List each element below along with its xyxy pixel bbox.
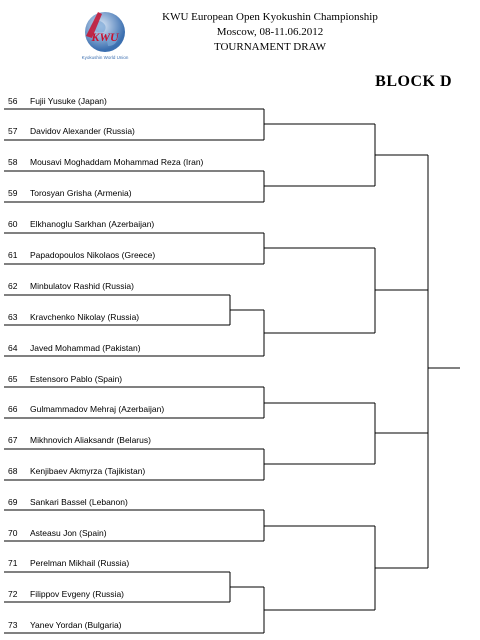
competitor-number: 65 — [8, 374, 18, 384]
match-67-68 — [264, 449, 375, 480]
r2-bottom-1 — [375, 403, 428, 464]
competitor-name: Filippov Evgeny (Russia) — [30, 589, 125, 599]
competitor-name: Yanev Yordan (Bulgaria) — [30, 620, 122, 630]
competitor-name: Davidov Alexander (Russia) — [30, 126, 135, 136]
competitor-name: Perelman Mikhail (Russia) — [30, 558, 130, 568]
match-65-66 — [264, 387, 375, 418]
competitor-name: Mousavi Moghaddam Mohammad Reza (Iran) — [30, 157, 204, 167]
match-56-57 — [264, 109, 375, 140]
competitor-number: 58 — [8, 157, 18, 167]
competitor-number: 69 — [8, 497, 18, 507]
competitor-number: 68 — [8, 466, 18, 476]
competitor-number: 64 — [8, 343, 18, 353]
match-58-59 — [264, 171, 375, 202]
competitor-name: Fujii Yusuke (Japan) — [30, 96, 107, 106]
r2-top-1 — [375, 124, 428, 186]
r2-top-2 — [375, 248, 428, 333]
match-69-70 — [264, 510, 375, 541]
match-winner-64 — [264, 310, 375, 356]
championship-title: KWU European Open Kyokushin Championship — [162, 11, 378, 23]
competitor-number: 67 — [8, 435, 18, 445]
competitor-name: Javed Mohammad (Pakistan) — [30, 343, 141, 353]
competitor-name: Estensoro Pablo (Spain) — [30, 374, 123, 384]
r2-bottom-2 — [375, 526, 428, 610]
competitor-number: 59 — [8, 188, 18, 198]
location-dates: Moscow, 08-11.06.2012 — [216, 26, 324, 38]
competitor-name: Minbulatov Rashid (Russia) — [30, 281, 134, 291]
competitor-name: Kravchenko Nikolay (Russia) — [30, 312, 140, 322]
block-title: BLOCK D — [375, 73, 452, 90]
competitor-number: 66 — [8, 404, 18, 414]
match-62-63 — [230, 295, 264, 325]
competitor-number: 61 — [8, 250, 18, 260]
logo-text: KWU — [91, 30, 119, 44]
match-winner-73 — [264, 587, 375, 633]
competitor-number: 63 — [8, 312, 18, 322]
competitor-name: Gulmammadov Mehraj (Azerbaijan) — [30, 404, 165, 414]
competitor-number: 57 — [8, 126, 18, 136]
competitor-number: 72 — [8, 589, 18, 599]
competitor-name: Torosyan Grisha (Armenia) — [30, 188, 132, 198]
competitor-number: 62 — [8, 281, 18, 291]
competitor-name: Mikhnovich Aliaksandr (Belarus) — [30, 435, 151, 445]
competitor-name: Kenjibaev Akmyrza (Tajikistan) — [30, 466, 146, 476]
competitor-name: Elkhanoglu Sarkhan (Azerbaijan) — [30, 219, 155, 229]
competitor-number: 70 — [8, 528, 18, 538]
draw-title: TOURNAMENT DRAW — [213, 41, 327, 53]
match-60-61 — [264, 233, 375, 264]
competitor-number: 71 — [8, 558, 18, 568]
match-71-72 — [230, 572, 264, 602]
competitor-number: 60 — [8, 219, 18, 229]
competitor-number: 73 — [8, 620, 18, 630]
competitor-name: Papadopoulos Nikolaos (Greece) — [30, 250, 156, 260]
competitor-name: Asteasu Jon (Spain) — [30, 528, 107, 538]
competitor-number: 56 — [8, 96, 18, 106]
logo-subtext: Kyokushin World Union — [81, 55, 129, 60]
competitor-name: Sankari Bassel (Lebanon) — [30, 497, 128, 507]
